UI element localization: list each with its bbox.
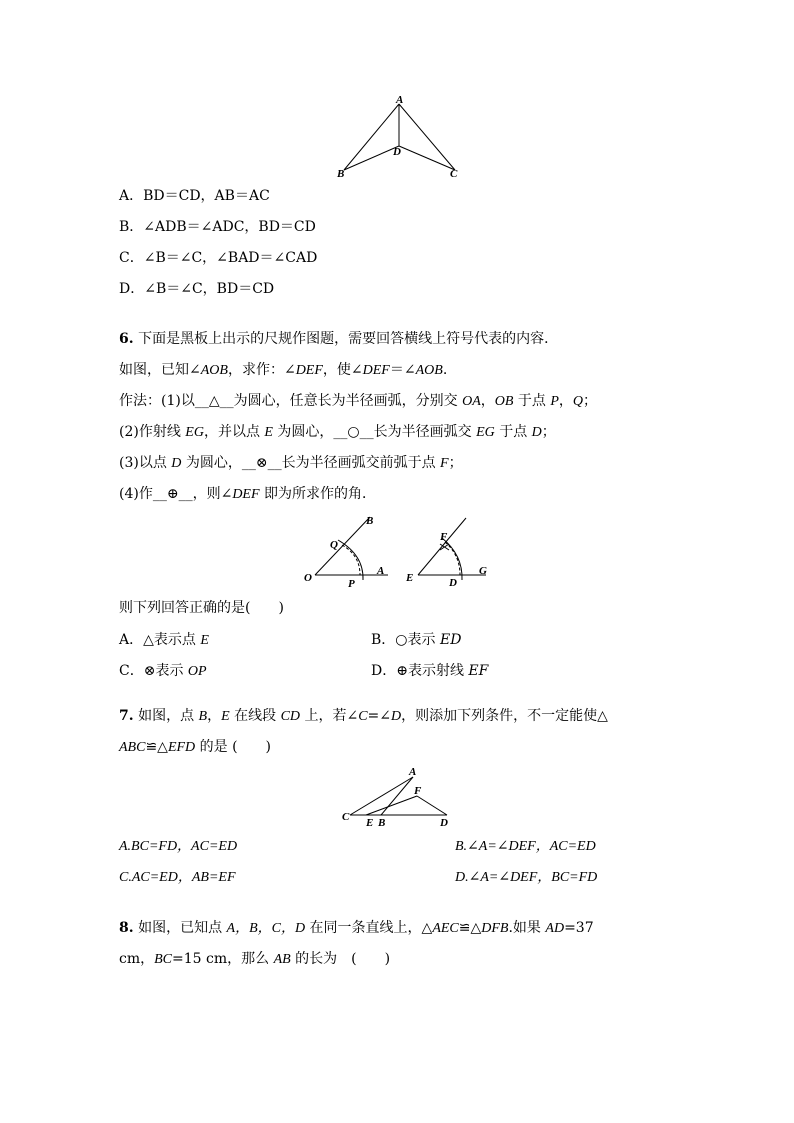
q6-stem: 6. 下面是黑板上出示的尺规作图题，需要回答横线上符号代表的内容．: [119, 331, 559, 347]
label-o: O: [304, 572, 312, 584]
q6-step-1: 作法：(1)以__△__为圆心，任意长为半径画弧，分别交 OA，OB 于点 P，Q；: [119, 393, 598, 409]
label-q: Q: [330, 539, 338, 551]
label-d2: D: [449, 577, 457, 589]
q7-stem-line-2: ABC≌△EFD 的是 ( ): [119, 739, 271, 755]
q5-option-b: B．∠ADB＝∠ADC，BD＝CD: [119, 219, 316, 235]
q7-option-a: A.BC=FD，AC=ED: [119, 839, 238, 854]
q7-option-c: C.AC=ED，AB=EF: [119, 870, 236, 885]
q6-option-d: D．⊕表示射线 EF: [371, 663, 489, 679]
q8-stem-line-2: cm，BC=15 cm，那么 AB 的长为 ( ): [119, 951, 391, 967]
label-b3: B: [378, 817, 386, 829]
label-a: A: [396, 94, 404, 106]
q6-step-4: (4)作__⊕__，则∠DEF 即为所求作的角．: [119, 486, 376, 502]
label-f: F: [440, 531, 448, 543]
q7-option-b: B.∠A=∠DEF，AC=ED: [455, 839, 596, 854]
label-b2: B: [366, 515, 374, 527]
q5-option-c: C．∠B＝∠C，∠BAD＝∠CAD: [119, 250, 318, 266]
label-d: D: [393, 146, 401, 158]
label-f3: F: [414, 785, 422, 797]
label-c3: C: [342, 811, 350, 823]
label-p: P: [348, 578, 355, 590]
label-e: E: [406, 572, 414, 584]
label-g: G: [479, 565, 487, 577]
q6-ask: 则下列回答正确的是( ): [119, 600, 284, 616]
label-a3: A: [409, 766, 417, 778]
q5-option-d: D．∠B＝∠C，BD＝CD: [119, 281, 275, 297]
q6-option-c: C．⊗表示 OP: [119, 663, 207, 679]
q6-given: 如图，已知∠AOB，求作：∠DEF，使∠DEF＝∠AOB.: [119, 362, 448, 378]
q5-option-a: A．BD＝CD，AB＝AC: [119, 188, 270, 204]
q7-option-d: D.∠A=∠DEF，BC=FD: [455, 870, 598, 885]
q6-step-3: (3)以点 D 为圆心，__⊗__长为半径画弧交前弧于点 F；: [119, 455, 463, 471]
q7-stem-line-1: 7. 如图，点 B，E 在线段 CD 上，若∠C=∠D，则添加下列条件，不一定能使△: [119, 708, 608, 724]
q8-stem-line-1: 8. 如图，已知点 A，B，C，D 在同一条直线上，△AEC≌△DFB.如果 AD=37: [119, 920, 594, 936]
label-a2: A: [377, 565, 385, 577]
label-e3: E: [366, 817, 374, 829]
q6-option-b: B．○表示 ED: [371, 632, 462, 648]
label-b: B: [337, 168, 345, 180]
q6-step-2: (2)作射线 EG，并以点 E 为圆心，__○__长为半径画弧交 EG 于点 D；: [119, 424, 556, 440]
label-d3: D: [440, 817, 448, 829]
q6-option-a: A．△表示点 E: [119, 632, 209, 648]
label-c: C: [450, 168, 458, 180]
